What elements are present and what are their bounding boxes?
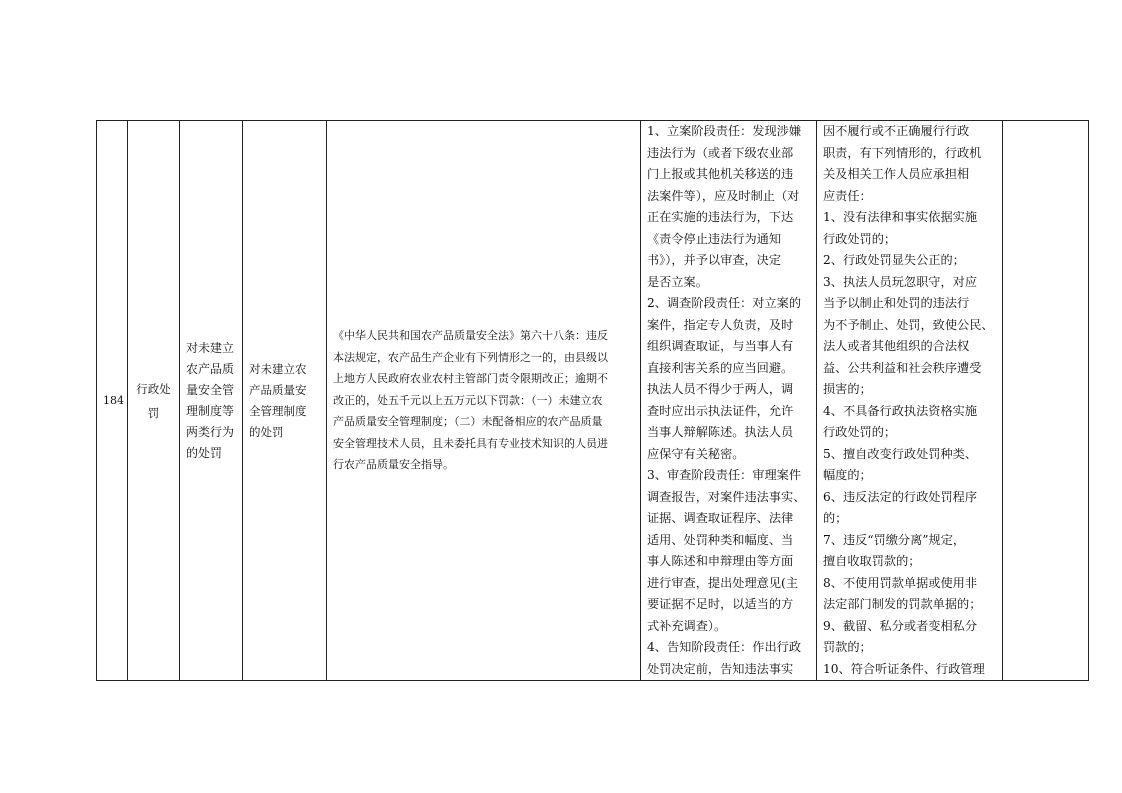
responsibility-line: 应保守有关秘密。 <box>647 446 745 461</box>
legal-basis-cell <box>327 121 641 681</box>
responsibility-line: 查时应出示执法证件，允许 <box>647 403 794 418</box>
responsibility-line: 执法人员不得少于两人，调 <box>647 382 794 396</box>
sub-item-name-cell <box>243 121 327 681</box>
responsibility-line: 书》），并予以审查，决定 <box>647 253 782 267</box>
table-row <box>97 121 1089 681</box>
responsibility-line: 进行审查，提出处理意见(主 <box>647 575 799 590</box>
responsibility-line: 直接利害关系的应当回避。 <box>647 360 794 375</box>
responsibility-line: 1、立案阶段责任：发现涉嫌 <box>647 124 802 138</box>
accountability-line: 擅自收取罚款的； <box>823 554 921 568</box>
sub-item-name-line: 对未建立农 <box>249 361 307 376</box>
responsibility-line: 违法行为（或者下级农业部 <box>647 145 794 160</box>
accountability-line: 1、没有法律和事实依据实施 <box>823 210 978 224</box>
item-name-line: 农产品质 <box>186 361 235 376</box>
responsibility-line: 证据、调查取证程序、法律 <box>647 511 794 525</box>
remark-cell <box>1003 121 1089 681</box>
item-name-line: 两类行为 <box>186 424 235 439</box>
accountability-line: 法定部门制发的罚款单据的； <box>823 597 982 611</box>
responsibility-line: 2、调查阶段责任：对立案的 <box>647 296 802 310</box>
accountability-line: 职责，有下列情形的，行政机 <box>823 145 982 160</box>
accountability-line: 应责任： <box>823 188 872 203</box>
responsibility-line: 调查报告，对案件违法事实、 <box>647 489 806 504</box>
accountability-line: 9、截留、私分或者变相私分 <box>823 618 978 633</box>
accountability-line: 2、行政处罚显失公正的； <box>823 253 965 267</box>
responsibility-line: 正在实施的违法行为，下达 <box>647 210 794 224</box>
responsibility-line: 3、审查阶段责任：审理案件 <box>647 468 802 482</box>
accountability-line: 关及相关工作人员应承担相 <box>823 167 970 181</box>
accountability-line: 行政处罚的； <box>823 425 897 439</box>
responsibility-line: 《责令停止违法行为通知 <box>647 231 782 246</box>
responsibility-line: 适用、处罚种类和幅度、当 <box>647 532 794 547</box>
responsibility-line: 当事人辩解陈述。执法人员 <box>647 425 794 439</box>
sub-item-name-line: 的处罚 <box>249 424 284 439</box>
accountability-line: 7、违反“罚缴分离”规定， <box>823 532 966 547</box>
responsibility-line: 案件，指定专人负责，及时 <box>647 317 794 332</box>
accountability-line: 10、符合听证条件、行政管理 <box>823 661 985 676</box>
accountability-line: 益、公共利益和社会秩序遭受 <box>823 360 982 375</box>
responsibility-line: 要证据不足时，以适当的方 <box>647 597 794 611</box>
accountability-line: 幅度的； <box>823 468 872 482</box>
responsibility-line: 式补充调查）。 <box>647 618 727 633</box>
accountability-line: 罚款的； <box>823 640 872 654</box>
accountability-line: 3、执法人员玩忽职守，对应 <box>823 274 978 289</box>
accountability-line: 8、不使用罚款单据或使用非 <box>823 575 978 590</box>
responsibility-line: 是否立案。 <box>647 274 708 289</box>
item-number: 184 <box>103 394 124 407</box>
legal-basis-line: 产品质量安全管理制度；（二）未配备相应的农产品质量 <box>333 415 603 429</box>
accountability-line: 当予以制止和处罚的违法行 <box>823 296 970 310</box>
power-category-cell <box>128 121 180 681</box>
item-name-line: 对未建立 <box>186 340 235 355</box>
legal-basis-line: 本法规定，农产品生产企业有下列情形之一的，由县级以 <box>333 350 608 364</box>
accountability-line: 损害的； <box>823 382 872 396</box>
accountability-line: 6、违反法定的行政处罚程序 <box>823 489 978 504</box>
accountability-line: 法人或者其他组织的合法权 <box>823 339 970 353</box>
accountability-cell <box>817 121 1003 681</box>
item-number-cell <box>97 121 128 681</box>
responsibility-line: 处罚决定前，告知违法事实 <box>647 661 794 676</box>
legal-basis-line: 《中华人民共和国农产品质量安全法》第六十八条：违反 <box>333 329 608 343</box>
item-name-line: 理制度等 <box>186 403 235 418</box>
responsibility-cell <box>641 121 817 681</box>
powers-responsibilities-table <box>96 120 1089 681</box>
responsibility-line: 事人陈述和申辩理由等方面 <box>647 554 794 568</box>
item-name-cell <box>180 121 243 681</box>
accountability-line: 5、擅自改变行政处罚种类、 <box>823 446 978 461</box>
legal-basis-line: 安全管理技术人员，且未委托具有专业技术知识的人员进 <box>333 436 608 450</box>
power-category-line: 罚 <box>147 405 160 420</box>
legal-basis-line: 改正的，处五千元以上五万元以下罚款：（一）未建立农 <box>333 393 603 407</box>
legal-basis-line: 上地方人民政府农业农村主管部门责令限期改正；逾期不 <box>333 372 608 386</box>
sub-item-name-line: 全管理制度 <box>249 403 307 418</box>
accountability-line: 为不予制止、处罚，致使公民、 <box>823 317 994 332</box>
item-name-line: 的处罚 <box>186 445 223 460</box>
accountability-line: 因不履行或不正确履行行政 <box>823 124 970 138</box>
responsibility-line: 门上报或其他机关移送的违 <box>647 167 794 181</box>
responsibility-line: 4、告知阶段责任：作出行政 <box>647 640 802 654</box>
sub-item-name-line: 产品质量安 <box>249 382 307 397</box>
accountability-line: 行政处罚的； <box>823 231 897 246</box>
accountability-line: 4、不具备行政执法资格实施 <box>823 403 978 418</box>
power-category-line: 行政处 <box>136 381 171 396</box>
accountability-line: 的； <box>823 511 848 525</box>
responsibility-line: 组织调查取证，与当事人有 <box>647 339 794 353</box>
responsibility-line: 法案件等），应及时制止（对 <box>647 188 800 203</box>
item-name-line: 量安全管 <box>186 382 235 397</box>
legal-basis-line: 行农产品质量安全指导。 <box>333 458 454 472</box>
